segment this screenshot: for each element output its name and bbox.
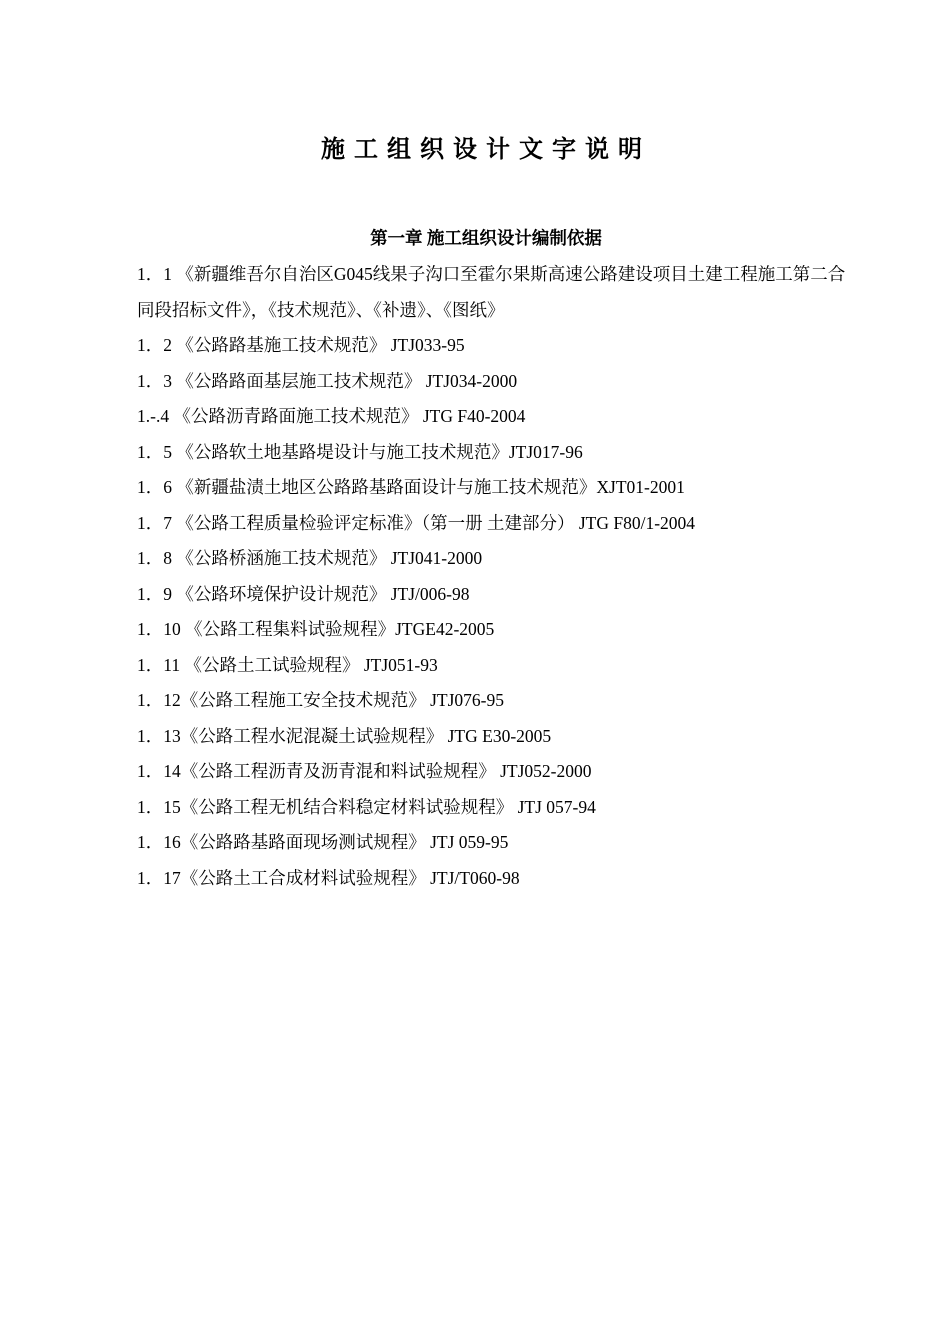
reference-item: 1．16《公路路基路面现场测试规程》 JTJ 059-95: [137, 832, 509, 852]
document-title: 施工组织设计文字说明: [321, 137, 651, 163]
reference-item: 1.-.4 《公路沥青路面施工技术规范》 JTG F40-2004: [137, 406, 526, 426]
reference-item: 1．8 《公路桥涵施工技术规范》 JTJ041-2000: [137, 548, 483, 568]
reference-item: 1．6 《新疆盐渍土地区公路路基路面设计与施工技术规范》XJT01-2001: [137, 477, 685, 497]
reference-item: 1．13《公路工程水泥混凝土试验规程》 JTG E30-2005: [137, 725, 552, 746]
reference-item: 1．3 《公路路面基层施工技术规范》 JTJ034-2000: [137, 370, 518, 391]
reference-item: 1．17《公路土工合成材料试验规程》 JTJ/T060-98: [137, 867, 520, 888]
reference-item: 1．11 《公路土工试验规程》 JTJ051-93: [137, 654, 438, 675]
reference-item: 1．14《公路工程沥青及沥青混和料试验规程》 JTJ052-2000: [137, 761, 592, 781]
reference-item: 1．2 《公路路基施工技术规范》 JTJ033-95: [137, 335, 465, 355]
reference-list: [137, 257, 847, 896]
reference-item: 1．10 《公路工程集料试验规程》JTGE42-2005: [137, 619, 495, 639]
chapter-heading: 第一章 施工组织设计编制依据: [370, 228, 602, 248]
reference-item: 1．12《公路工程施工安全技术规范》 JTJ076-95: [137, 690, 505, 710]
reference-item: 1．15《公路工程无机结合料稳定材料试验规程》 JTJ 057-94: [137, 796, 596, 817]
reference-item: 1．1 《新疆维吾尔自治区G045线果子沟口至霍尔果斯高速公路建设项目土建工程施工第二合同段招标文件》，《技术规范》、《补遗》、《图纸》: [137, 264, 846, 320]
reference-item: 1．5 《公路软土地基路堤设计与施工技术规范》JTJ017-96: [137, 441, 583, 462]
reference-item: 1．7 《公路工程质量检验评定标准》（第一册 土建部分） JTG F80/1-2004: [137, 512, 696, 533]
reference-item: 1．9 《公路环境保护设计规范》 JTJ/006-98: [137, 583, 470, 604]
